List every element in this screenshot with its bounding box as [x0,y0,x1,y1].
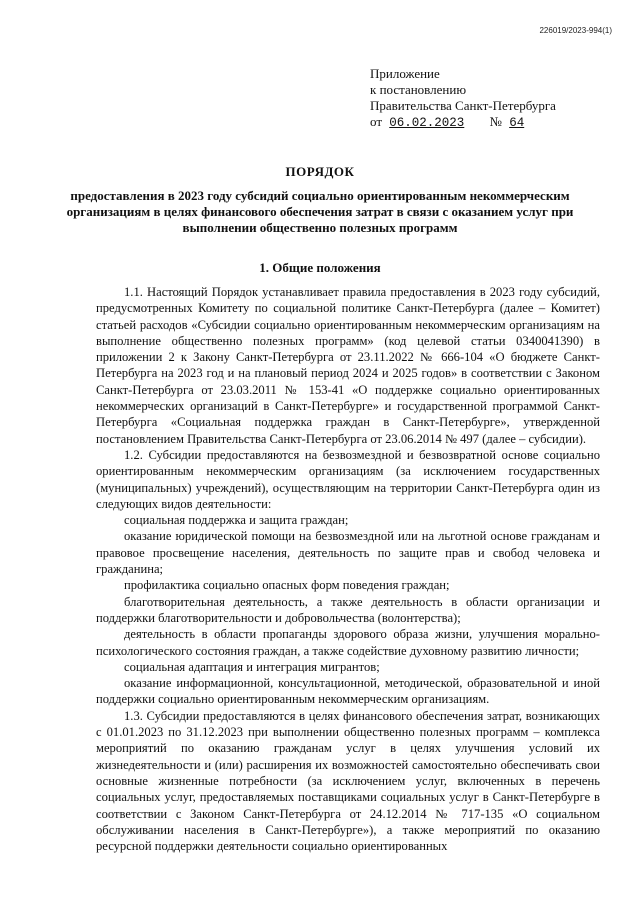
list-item: деятельность в области пропаганды здорового образа жизни, улучшения морально-психологического состояния граждан, а также содействие духовному развитию личности; [96,627,600,658]
list-item: благотворительная деятельность, а также деятельность в области организации и поддержки благотворительности и добровольчества (волонтерства); [96,594,600,625]
list-item: профилактика социально опасных форм поведения граждан; [124,578,450,593]
document-body [96,284,600,854]
list-item: социальная адаптация и интеграция мигрантов; [124,659,380,674]
resolution-date: 06.02.2023 [389,116,465,130]
appendix-government: Правительства Санкт-Петербурга [370,98,556,113]
resolution-number: 64 [509,116,525,130]
list-item: оказание информационной, консультационной, методической, образовательной и иной поддержки социально ориентированным некоммерческим организациям. [96,676,600,707]
list-item: оказание юридической помощи на безвозмездной или на льготной основе гражданам и правовое просвещение населения, деятельность по защите прав и свобод человека и гражданина; [96,529,600,577]
appendix-label: Приложение [370,66,440,81]
document-number: 226019/2023-994(1) [539,26,612,35]
paragraph-1-2: 1.2. Субсидии предоставляются на безвозмездной и безвозвратной основе социально ориентированным некоммерческим организациям (за исключением государственных (муниципальных) учреждений), осуществляющим на территории Санкт-Петербурга один из следующих видов деятельности: [96,447,600,511]
number-prefix: № [489,114,502,129]
title-subtitle: предоставления в 2023 году субсидий социально ориентированным некоммерческим организациям в целях финансового обеспечения затрат в связи с оказанием услуг при выполнении общественно полезных программ [66,188,574,235]
appendix-block [370,66,556,131]
paragraph-1-1: 1.1. Настоящий Порядок устанавливает правила предоставления в 2023 году субсидий, предусмотренных Комитету по социальной политике Санкт-Петербурга (далее – Комитет) статьей расходов «Субсидии социально ориентированным некоммерческим организациям на выполнение общественно полезных программ» (код целевой статьи 0340041390) в приложении 2 к Закону Санкт-Петербурга от 23.11.2022 № 666-104 «О бюджете Санкт-Петербурга на 2023 год и на плановый период 2024 и 2025 годов» в соответствии с Законом Санкт-Петербурга от 23.03.2011 № 153-41 «О поддержке социально ориентированных некоммерческих организаций в Санкт-Петербурге» и государственной программой Санкт-Петербурга «Социальная поддержка граждан в Санкт-Петербурге», утвержденной постановлением Правительства Санкт-Петербурга от 23.06.2014 № 497 (далее – субсидии). [96,285,600,446]
list-item: социальная поддержка и защита граждан; [124,513,349,528]
paragraph-1-3: 1.3. Субсидии предоставляются в целях финансового обеспечения затрат, возникающих с 01.01.2023 по 31.12.2023 при выполнении общественно полезных программ – комплекса мероприятий по оказанию гражданам услуг в целях улучшения условий их жизнедеятельности и (или) расширения их возможностей самостоятельно обеспечивать свои основные жизненные потребности (за исключением услуг, включенных в перечень социальных услуг, предоставляемых поставщиками социальных услуг в Санкт-Петербурге в соответствии с Законом Санкт-Петербурга от 24.12.2014 № 717-135 «О социальном обслуживании населения в Санкт-Петербурге»), а также мероприятий по оказанию ресурсной поддержки деятельности социально ориентированных [96,708,600,854]
title-main: ПОРЯДОК [285,164,355,179]
appendix-to-resolution: к постановлению [370,82,467,97]
section-heading-general: 1. Общие положения [259,260,381,275]
appendix-date-line [370,114,556,131]
date-prefix: от [370,114,383,129]
document-title [40,164,600,236]
